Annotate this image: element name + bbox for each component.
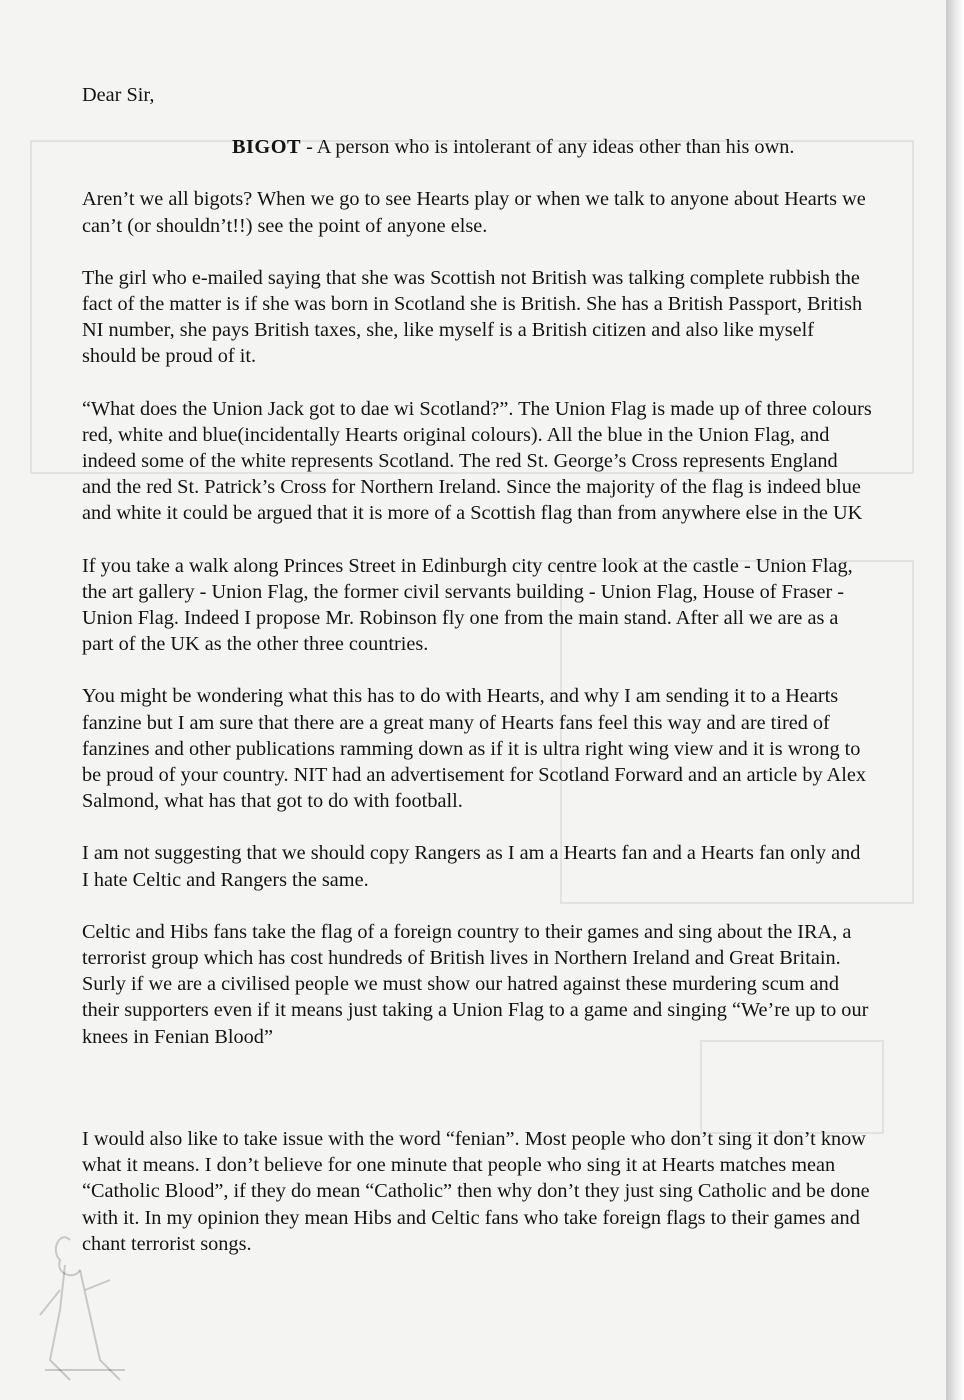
paragraph: I am not suggesting that we should copy Rangers as I am a Hearts fan and a Hearts fan only and I hate Celtic and Rangers the same. <box>82 842 861 891</box>
paragraph: Celtic and Hibs fans take the flag of a foreign country to their games and sing about the IRA, a terrorist group which has cost hundreds of British lives in Northern Ireland and Great Britain. Surly if we are a civilised people we must show our hatred against these murdering scum and their supporters even if it means just taking a Union Flag to a game and singing “We’re up to our knees in Fenian Blood” <box>82 920 869 1048</box>
paragraph: “What does the Union Jack got to dae wi Scotland?”. The Union Flag is made up of three colours red, white and blue(incidentally Hearts original colours). All the blue in the Union Flag, and indeed some of the white represents Scotland. The red St. George’s Cross represents England and the red St. Patrick’s Cross for Northern Ireland. Since the majority of the flag is indeed blue and white it could be argued that it is more of a Scottish flag than from anywhere else in the UK <box>82 397 872 525</box>
paragraph: Aren’t we all bigots? When we go to see Hearts play or when we talk to anyone about Hearts we can’t (or shouldn’t!!) see the point of anyone else. <box>82 188 866 237</box>
bigot-definition <box>82 134 872 160</box>
salutation: Dear Sir, <box>82 84 155 106</box>
paragraph: You might be wondering what this has to do with Hearts, and why I am sending it to a Hearts fanzine but I am sure that there are a great many of Hearts fans feel this way and are tired of fanzines and other publications ramming down as if it is ultra right wing view and it is wrong to be proud of your country. NIT had an advertisement for Scotland Forward and an article by Alex Salmond, what has that got to do with football. <box>82 685 866 813</box>
letter-body <box>82 82 872 1283</box>
paragraph: The girl who e-mailed saying that she was Scottish not British was talking complete rubbish the fact of the matter is if she was born in Scotland she is British. She has a British Passport, British NI number, she pays British taxes, she, like myself is a British citizen and also like myself should be proud of it. <box>82 266 863 368</box>
definition-term: BIGOT <box>232 136 301 159</box>
paragraph: If you take a walk along Princes Street in Edinburgh city centre look at the castle - Union Flag, the art gallery - Union Flag, the former civil servants building - Union Flag, House of Fraser - Union Flag. Indeed I propose Mr. Robinson fly one from the main stand. After all we are as a part of the UK as the other three countries. <box>82 554 853 656</box>
paragraph-gap <box>82 1076 872 1126</box>
definition-text: - A person who is intolerant of any ideas other than his own. <box>301 136 795 159</box>
page-edge-shadow <box>946 0 964 1400</box>
cartoon-figure-sketch <box>30 1220 140 1390</box>
paragraph: I would also like to take issue with the word “fenian”. Most people who don’t sing it don’t know what it means. I don’t believe for one minute that people who sing it at Hearts matches mean “Catholic Blood”, if they do mean “Catholic” then why don’t they just sing Catholic and be done with it. In my opinion they mean Hibs and Celtic fans who take foreign flags to their games and chant terrorist songs. <box>82 1127 870 1255</box>
